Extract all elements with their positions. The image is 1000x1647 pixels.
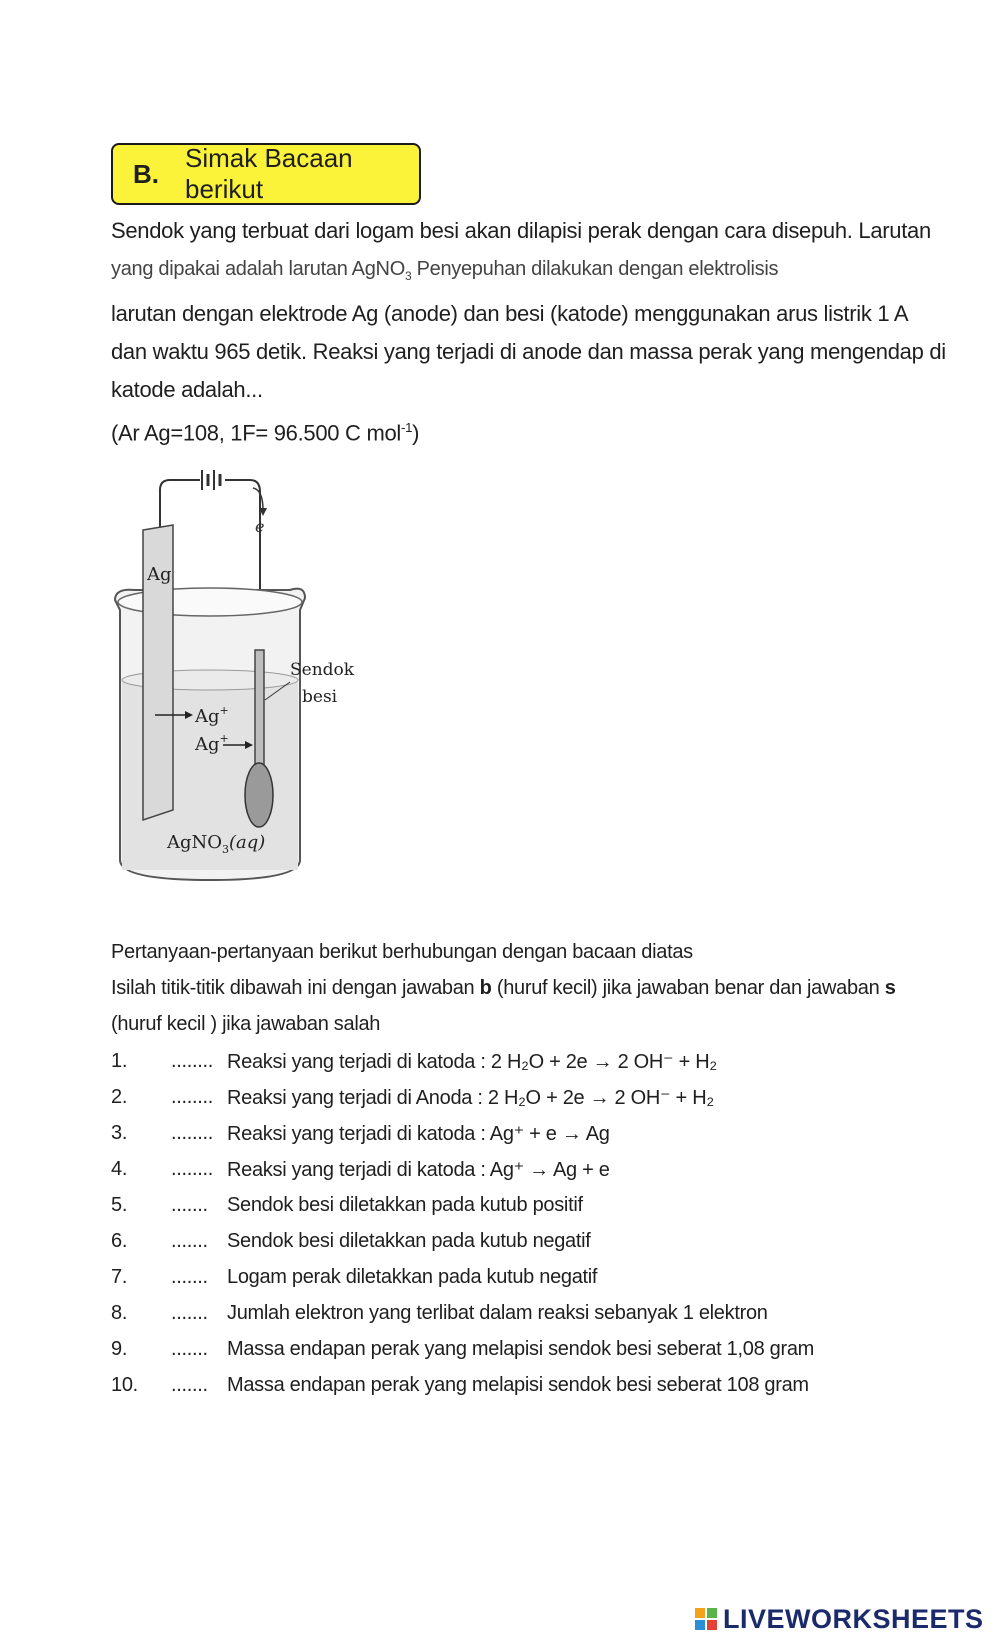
- question-item: 3. ........ Reaksi yang terjadi di katoda : Ag⁺ + e → Ag: [111, 1121, 610, 1145]
- spoon-handle: [255, 650, 264, 770]
- iron-spoon-cathode: [245, 763, 273, 827]
- answer-blank[interactable]: .......: [171, 1265, 208, 1288]
- question-item: 2. ........ Reaksi yang terjadi di Anoda : 2 H₂O + 2e → 2 OH⁻ + H₂: [111, 1085, 714, 1109]
- question-list: [111, 1043, 871, 1403]
- electrolysis-diagram: [105, 470, 365, 920]
- section-title: Simak Bacaan berikut: [185, 143, 353, 204]
- passage-line: Sendok yang terbuat dari logam besi akan dilapisi perak dengan cara disepuh. Larutan: [111, 218, 931, 243]
- section-letter: B.: [133, 158, 159, 189]
- label-ag-electrode: Ag: [147, 564, 172, 585]
- question-item: 8. ....... Jumlah elektron yang terlibat dalam reaksi sebanyak 1 elektron: [111, 1301, 768, 1324]
- questions-intro: [111, 934, 896, 1042]
- label-solution: AgNO$_3$(aq): [167, 832, 266, 856]
- label-electron: e: [255, 517, 265, 536]
- answer-blank[interactable]: ........: [171, 1085, 214, 1108]
- passage-line: yang dipakai adalah larutan AgNO$_3$ Penyepuhan dilakukan dengan elektrolisis: [111, 258, 779, 283]
- label-besi: besi: [302, 687, 338, 707]
- answer-blank[interactable]: ........: [171, 1157, 214, 1180]
- liveworksheets-logo[interactable]: [695, 1602, 984, 1636]
- passage-given-data: (Ar Ag=108, 1F= 96.500 C mol$^{-1}$): [111, 420, 420, 446]
- answer-blank[interactable]: .......: [171, 1229, 208, 1252]
- intro-line: (huruf kecil ) jika jawaban salah: [111, 1013, 381, 1035]
- question-item: 9. ....... Massa endapan perak yang melapisi sendok besi seberat 1,08 gram: [111, 1337, 815, 1360]
- answer-blank[interactable]: ........: [171, 1121, 214, 1144]
- answer-blank[interactable]: .......: [171, 1373, 208, 1396]
- answer-blank[interactable]: .......: [171, 1337, 208, 1360]
- label-ag-ion-2: Ag+: [195, 732, 229, 755]
- passage-line: dan waktu 965 detik. Reaksi yang terjadi di anode dan massa perak yang mengendap di: [111, 339, 946, 364]
- passage-line: larutan dengan elektrode Ag (anode) dan besi (katode) menggunakan arus listrik 1 A: [111, 301, 909, 326]
- question-item: 4. ........ Reaksi yang terjadi di katoda : Ag⁺ → Ag + e: [111, 1157, 610, 1181]
- passage: [111, 212, 946, 452]
- question-item: 10. ....... Massa endapan perak yang melapisi sendok besi seberat 108 gram: [111, 1373, 809, 1396]
- answer-blank[interactable]: .......: [171, 1193, 208, 1216]
- question-item: 7. ....... Logam perak diletakkan pada kutub negatif: [111, 1265, 598, 1288]
- question-item: 1. ........ Reaksi yang terjadi di katoda : 2 H₂O + 2e → 2 OH⁻ + H₂: [111, 1049, 717, 1073]
- answer-blank[interactable]: .......: [171, 1301, 208, 1324]
- intro-line: Pertanyaan-pertanyaan berikut berhubungan dengan bacaan diatas: [111, 941, 693, 963]
- brand-name: LIVEWORKSHEETS: [723, 1603, 984, 1634]
- passage-line: katode adalah...: [111, 377, 263, 402]
- logo-icon: [695, 1608, 717, 1630]
- question-item: 5. ....... Sendok besi diletakkan pada kutub positif: [111, 1193, 583, 1216]
- intro-line: Isilah titik-titik dibawah ini dengan jawaban b (huruf kecil) jika jawaban benar dan jawaban s: [111, 977, 896, 999]
- section-header: [111, 143, 421, 205]
- label-sendok: Sendok: [290, 660, 355, 680]
- electron-arrow: [253, 488, 263, 510]
- label-ag-ion-1: Ag+: [195, 704, 229, 727]
- answer-blank[interactable]: ........: [171, 1049, 214, 1072]
- question-item: 6. ....... Sendok besi diletakkan pada kutub negatif: [111, 1229, 591, 1252]
- battery-icon: [202, 470, 220, 490]
